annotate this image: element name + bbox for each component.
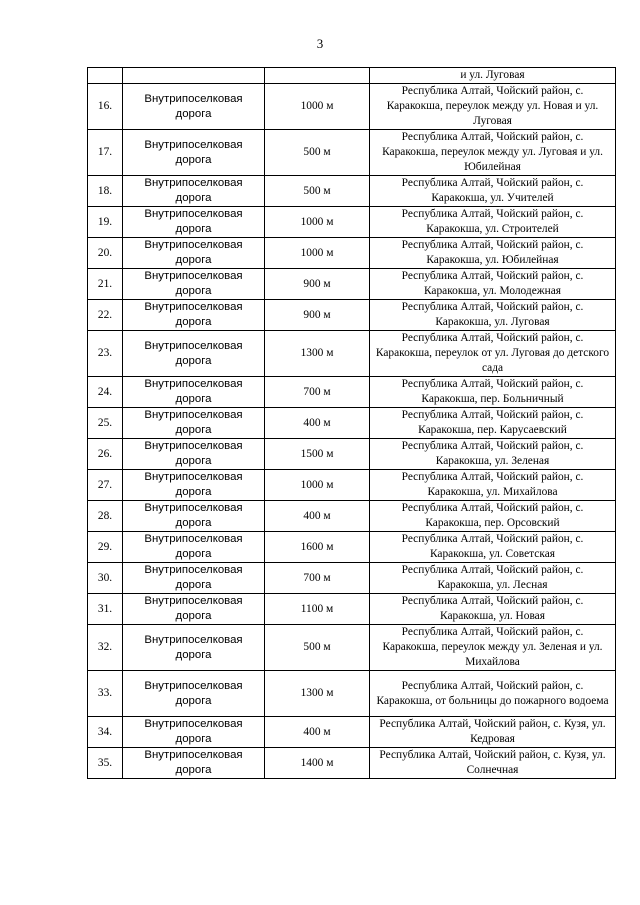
row-number: 30. xyxy=(88,563,123,594)
road-location: Республика Алтай, Чойский район, с. Каракокша, переулок между ул. Зеленая и ул. Михайлова xyxy=(370,625,616,671)
table-row xyxy=(88,563,616,594)
road-type: Внутрипоселковая дорога xyxy=(123,501,265,532)
road-location: Республика Алтай, Чойский район, с. Каракокша, пер. Больничный xyxy=(370,377,616,408)
row-number: 35. xyxy=(88,748,123,779)
road-type: Внутрипоселковая дорога xyxy=(123,408,265,439)
table-row xyxy=(88,130,616,176)
road-type: Внутрипоселковая дорога xyxy=(123,470,265,501)
road-type: Внутрипоселковая дорога xyxy=(123,563,265,594)
road-type: Внутрипоселковая дорога xyxy=(123,748,265,779)
road-type: Внутрипоселковая дорога xyxy=(123,717,265,748)
road-location: Республика Алтай, Чойский район, с. Каракокша, ул. Советская xyxy=(370,532,616,563)
table-row xyxy=(88,717,616,748)
road-type: Внутрипоселковая дорога xyxy=(123,439,265,470)
row-number: 21. xyxy=(88,269,123,300)
row-number: 33. xyxy=(88,671,123,717)
road-location: Республика Алтай, Чойский район, с. Каракокша, ул. Строителей xyxy=(370,207,616,238)
road-length: 900 м xyxy=(265,269,370,300)
table-row xyxy=(88,300,616,331)
road-length: 1000 м xyxy=(265,470,370,501)
row-number: 34. xyxy=(88,717,123,748)
road-location: Республика Алтай, Чойский район, с. Каракокша, ул. Лесная xyxy=(370,563,616,594)
row-number: 22. xyxy=(88,300,123,331)
road-location: Республика Алтай, Чойский район, с. Каракокша, переулок между ул. Луговая и ул. Юбилейная xyxy=(370,130,616,176)
row-number: 31. xyxy=(88,594,123,625)
roads-table-body xyxy=(88,68,616,779)
road-length: 1300 м xyxy=(265,671,370,717)
continuation-location-cell: и ул. Луговая xyxy=(370,68,616,84)
row-number: 32. xyxy=(88,625,123,671)
row-number: 29. xyxy=(88,532,123,563)
road-location: Республика Алтай, Чойский район, с. Каракокша, ул. Михайлова xyxy=(370,470,616,501)
road-type: Внутрипоселковая дорога xyxy=(123,625,265,671)
road-location: Республика Алтай, Чойский район, с. Каракокша, переулок от ул. Луговая до детского сада xyxy=(370,331,616,377)
table-row xyxy=(88,671,616,717)
row-number: 16. xyxy=(88,84,123,130)
road-location: Республика Алтай, Чойский район, с. Каракокша, ул. Юбилейная xyxy=(370,238,616,269)
road-location: Республика Алтай, Чойский район, с. Кузя, ул. Солнечная xyxy=(370,748,616,779)
road-length: 400 м xyxy=(265,408,370,439)
row-number: 18. xyxy=(88,176,123,207)
table-row xyxy=(88,625,616,671)
road-length: 1300 м xyxy=(265,331,370,377)
page-number: 3 xyxy=(316,36,324,51)
table-row xyxy=(88,84,616,130)
table-row xyxy=(88,207,616,238)
row-number: 23. xyxy=(88,331,123,377)
road-location: Республика Алтай, Чойский район, с. Каракокша, ул. Луговая xyxy=(370,300,616,331)
road-type: Внутрипоселковая дорога xyxy=(123,130,265,176)
table-row xyxy=(88,748,616,779)
row-number: 27. xyxy=(88,470,123,501)
continuation-row xyxy=(88,68,616,84)
road-length: 700 м xyxy=(265,377,370,408)
table-row xyxy=(88,238,616,269)
table-row xyxy=(88,470,616,501)
road-type: Внутрипоселковая дорога xyxy=(123,238,265,269)
row-number: 25. xyxy=(88,408,123,439)
road-length: 500 м xyxy=(265,176,370,207)
road-location: Республика Алтай, Чойский район, с. Каракокша, пер. Орсовский xyxy=(370,501,616,532)
table-row xyxy=(88,532,616,563)
road-length: 1100 м xyxy=(265,594,370,625)
road-type: Внутрипоселковая дорога xyxy=(123,300,265,331)
road-length: 1000 м xyxy=(265,84,370,130)
road-length: 400 м xyxy=(265,717,370,748)
row-number: 26. xyxy=(88,439,123,470)
road-type: Внутрипоселковая дорога xyxy=(123,331,265,377)
road-length: 400 м xyxy=(265,501,370,532)
road-location: Республика Алтай, Чойский район, с. Каракокша, переулок между ул. Новая и ул. Луговая xyxy=(370,84,616,130)
road-location: Республика Алтай, Чойский район, с. Каракокша, от больницы до пожарного водоема xyxy=(370,671,616,717)
row-number: 20. xyxy=(88,238,123,269)
road-length: 900 м xyxy=(265,300,370,331)
road-length: 1500 м xyxy=(265,439,370,470)
road-length: 1000 м xyxy=(265,238,370,269)
table-row xyxy=(88,439,616,470)
continuation-type-cell xyxy=(123,68,265,84)
row-number: 28. xyxy=(88,501,123,532)
roads-table xyxy=(87,67,616,779)
road-length: 1600 м xyxy=(265,532,370,563)
road-type: Внутрипоселковая дорога xyxy=(123,532,265,563)
row-number: 19. xyxy=(88,207,123,238)
road-length: 1400 м xyxy=(265,748,370,779)
road-location: Республика Алтай, Чойский район, с. Каракокша, пер. Карусаевский xyxy=(370,408,616,439)
road-type: Внутрипоселковая дорога xyxy=(123,269,265,300)
row-number: 17. xyxy=(88,130,123,176)
table-row xyxy=(88,594,616,625)
road-type: Внутрипоселковая дорога xyxy=(123,207,265,238)
row-number: 24. xyxy=(88,377,123,408)
road-type: Внутрипоселковая дорога xyxy=(123,176,265,207)
table-row xyxy=(88,408,616,439)
table-row xyxy=(88,501,616,532)
road-type: Внутрипоселковая дорога xyxy=(123,671,265,717)
road-type: Внутрипоселковая дорога xyxy=(123,594,265,625)
road-location: Республика Алтай, Чойский район, с. Кузя, ул. Кедровая xyxy=(370,717,616,748)
continuation-num-cell xyxy=(88,68,123,84)
table-row xyxy=(88,176,616,207)
continuation-length-cell xyxy=(265,68,370,84)
road-location: Республика Алтай, Чойский район, с. Каракокша, ул. Зеленая xyxy=(370,439,616,470)
road-length: 500 м xyxy=(265,130,370,176)
road-location: Республика Алтай, Чойский район, с. Каракокша, ул. Молодежная xyxy=(370,269,616,300)
road-length: 500 м xyxy=(265,625,370,671)
road-type: Внутрипоселковая дорога xyxy=(123,377,265,408)
road-location: Республика Алтай, Чойский район, с. Каракокша, ул. Учителей xyxy=(370,176,616,207)
road-location: Республика Алтай, Чойский район, с. Каракокша, ул. Новая xyxy=(370,594,616,625)
road-length: 700 м xyxy=(265,563,370,594)
road-length: 1000 м xyxy=(265,207,370,238)
table-row xyxy=(88,269,616,300)
table-row xyxy=(88,377,616,408)
road-type: Внутрипоселковая дорога xyxy=(123,84,265,130)
table-row xyxy=(88,331,616,377)
